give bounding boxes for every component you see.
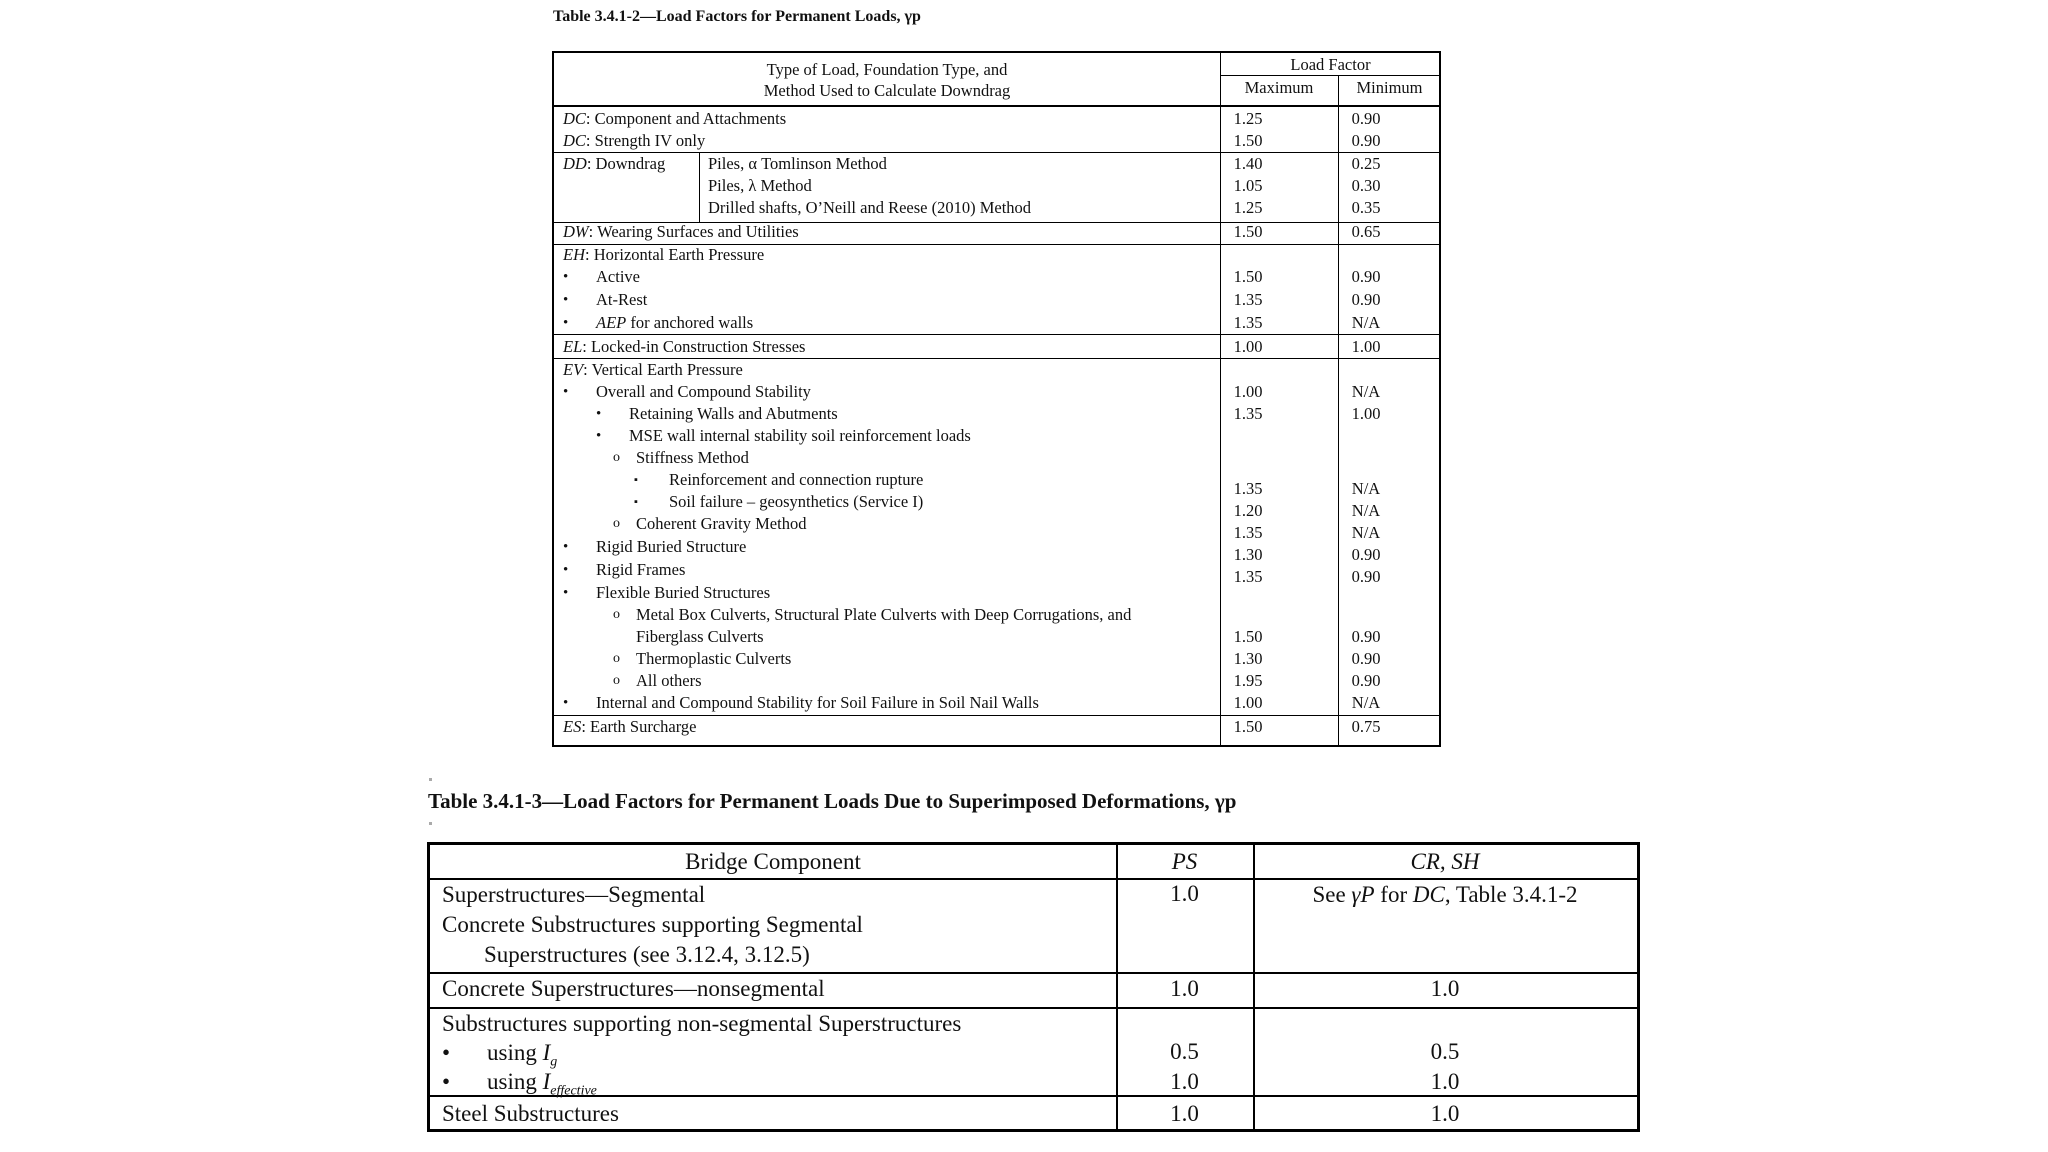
max-value: 1.95 <box>1233 671 1263 690</box>
max-value: 1.50 <box>1233 222 1263 241</box>
header-line: Type of Load, Foundation Type, and <box>766 60 1008 79</box>
min-value: 0.30 <box>1351 176 1381 195</box>
load-label: : Wearing Surfaces and Utilities <box>588 222 799 241</box>
max-value: 1.50 <box>1233 717 1263 736</box>
table1-values <box>554 478 1439 500</box>
table1-row <box>554 197 1439 219</box>
inertia-symbol: I <box>542 1040 551 1065</box>
bullet-icon: • <box>442 1040 451 1065</box>
table1-caption: Table 3.4.1-2—Load Factors for Permanent Loads, γp <box>553 8 921 25</box>
table1 <box>552 51 1441 747</box>
table2-header-ps: PS <box>1171 849 1198 874</box>
load-abbr: DC <box>563 131 586 150</box>
max-value: 1.30 <box>1233 545 1263 564</box>
scan-mark <box>429 778 432 781</box>
bullet-icon: • <box>596 428 602 444</box>
load-label: Reinforcement and connection rupture <box>669 470 924 489</box>
bullet-icon: • <box>563 292 569 308</box>
using-text: using <box>487 1069 543 1094</box>
table1-divider <box>554 334 1439 335</box>
bullet-icon: • <box>442 1069 451 1094</box>
table1-row <box>554 425 1439 447</box>
load-label: Coherent Gravity Method <box>636 514 807 533</box>
min-value: N/A <box>1351 313 1381 332</box>
max-value: 1.25 <box>1233 198 1263 217</box>
table1-row <box>554 153 1439 175</box>
load-abbr: EL <box>563 337 583 356</box>
max-value: 1.00 <box>1233 693 1263 712</box>
min-value: 0.90 <box>1351 567 1381 586</box>
load-label: Flexible Buried Structures <box>596 583 771 602</box>
component-label: Substructures supporting non-segmental Superstructures <box>442 1011 962 1036</box>
load-abbr: DW <box>563 222 589 241</box>
ps-value: 1.0 <box>1170 1069 1199 1094</box>
max-value: 1.35 <box>1233 313 1263 332</box>
table1-row <box>554 692 1439 714</box>
cr-sh-value: 1.0 <box>1430 1069 1460 1094</box>
min-value: 0.90 <box>1351 131 1381 150</box>
cr-sh-text: , Table 3.4.1-2 <box>1444 882 1578 907</box>
inertia-symbol: I <box>542 1069 551 1094</box>
load-label: : Horizontal Earth Pressure <box>585 245 765 264</box>
load-label: Active <box>596 267 640 286</box>
bullet-icon: • <box>563 539 569 555</box>
max-value: 1.35 <box>1233 523 1263 542</box>
max-value: 1.50 <box>1233 627 1263 646</box>
max-value: 1.35 <box>1233 567 1263 586</box>
load-label: Metal Box Culverts, Structural Plate Culverts with Deep Corrugations, and <box>636 605 1132 624</box>
gamma-symbol: γP <box>1351 882 1375 907</box>
load-abbr: EH <box>563 245 585 264</box>
max-value: 1.00 <box>1233 382 1263 401</box>
bullet-icon: • <box>563 384 569 400</box>
table1-header-load-factor: Load Factor <box>1290 55 1371 74</box>
table1-row <box>554 670 1439 692</box>
min-value: 0.90 <box>1351 649 1381 668</box>
table1-header-rule <box>554 105 1439 107</box>
max-value: 1.30 <box>1233 649 1263 668</box>
max-value: 1.50 <box>1233 267 1263 286</box>
downdrag-method: Drilled shafts, O’Neill and Reese (2010) Method <box>708 198 1032 217</box>
load-label: : Component and Attachments <box>585 109 787 128</box>
load-abbr: DD <box>563 154 587 173</box>
min-value: 0.65 <box>1351 222 1381 241</box>
table1-divider <box>1220 75 1439 76</box>
max-value: 1.35 <box>1233 290 1263 309</box>
max-value: 1.25 <box>1233 109 1263 128</box>
load-abbr: EV <box>563 360 584 379</box>
table1-row <box>554 626 1439 648</box>
load-label: Thermoplastic Culverts <box>636 649 792 668</box>
load-abbr: DC <box>563 109 586 128</box>
max-value: 1.35 <box>1233 404 1263 423</box>
min-value: N/A <box>1351 382 1381 401</box>
downdrag-method: Piles, α Tomlinson Method <box>708 154 887 173</box>
square-bullet-icon: ▪ <box>634 474 638 486</box>
table1-row <box>554 447 1439 469</box>
cr-sh-value: 1.0 <box>1430 976 1460 1001</box>
load-abbr: AEP <box>596 313 627 332</box>
load-label: Fiberglass Culverts <box>636 627 764 646</box>
table1-row <box>554 244 1439 266</box>
component-label: Steel Substructures <box>442 1101 619 1126</box>
ps-value: 1.0 <box>1170 881 1199 906</box>
min-value: 0.25 <box>1351 154 1381 173</box>
min-value: 0.75 <box>1351 717 1381 736</box>
max-value: 1.20 <box>1233 501 1263 520</box>
table1-row <box>554 582 1439 604</box>
downdrag-method: Piles, λ Method <box>708 176 812 195</box>
load-label: : Downdrag <box>586 154 666 173</box>
ps-value: 1.0 <box>1170 976 1199 1001</box>
load-label: MSE wall internal stability soil reinforcement loads <box>629 426 971 445</box>
circle-bullet-icon: o <box>613 651 620 666</box>
bullet-icon: • <box>563 585 569 601</box>
table1-header-maximum: Maximum <box>1244 78 1314 97</box>
max-value: 1.05 <box>1233 176 1263 195</box>
table1-row <box>554 289 1439 311</box>
table1-header-minimum: Minimum <box>1356 78 1423 97</box>
table1-row <box>554 108 1439 130</box>
min-value: 0.90 <box>1351 267 1381 286</box>
cr-sh-value: 0.5 <box>1430 1039 1460 1064</box>
table1-row <box>554 266 1439 288</box>
table1-row <box>554 175 1439 197</box>
load-label: : Strength IV only <box>585 131 706 150</box>
load-label: Stiffness Method <box>636 448 749 467</box>
component-label: Concrete Substructures supporting Segmental <box>442 912 863 937</box>
table1-row <box>554 312 1439 334</box>
load-label: : Earth Surcharge <box>581 717 697 736</box>
table1-row <box>554 381 1439 403</box>
bullet-icon: • <box>563 695 569 711</box>
table2 <box>427 842 1640 1132</box>
circle-bullet-icon: o <box>613 516 620 531</box>
component-label: Superstructures—Segmental <box>442 882 706 907</box>
ps-value: 1.0 <box>1170 1101 1199 1126</box>
table1-row <box>554 221 1439 243</box>
table2-header-cr-sh: CR, SH <box>1410 849 1480 874</box>
min-value: 1.00 <box>1351 404 1381 423</box>
cr-sh-value: 1.0 <box>1430 1101 1460 1126</box>
table1-row <box>554 403 1439 425</box>
load-label: At-Rest <box>596 290 648 309</box>
inertia-subscript: g <box>550 1054 558 1070</box>
table1-row <box>554 716 1439 738</box>
load-label: Soil failure – geosynthetics (Service I) <box>669 492 924 511</box>
table2-caption: Table 3.4.1-3—Load Factors for Permanent Loads Due to Superimposed Deformations, γp <box>428 789 1237 813</box>
load-label: Overall and Compound Stability <box>596 382 811 401</box>
min-value: N/A <box>1351 523 1381 542</box>
min-value: 1.00 <box>1351 337 1381 356</box>
inertia-subscript: effective <box>550 1083 597 1099</box>
load-label: Internal and Compound Stability for Soil Failure in Soil Nail Walls <box>596 693 1039 712</box>
circle-bullet-icon: o <box>613 673 620 688</box>
table1-row <box>554 359 1439 381</box>
load-label: : Vertical Earth Pressure <box>583 360 743 379</box>
bullet-icon: • <box>563 562 569 578</box>
cr-sh-text: for <box>1374 882 1413 907</box>
square-bullet-icon: ▪ <box>634 496 638 508</box>
bullet-icon: • <box>563 315 569 331</box>
min-value: N/A <box>1351 479 1381 498</box>
circle-bullet-icon: o <box>613 607 620 622</box>
component-label: Superstructures (see 3.12.4, 3.12.5) <box>484 942 810 967</box>
bullet-icon: • <box>563 269 569 285</box>
max-value: 1.40 <box>1233 154 1263 173</box>
max-value: 1.00 <box>1233 337 1263 356</box>
min-value: 0.35 <box>1351 198 1381 217</box>
cr-sh-text: See <box>1312 882 1352 907</box>
min-value: 0.90 <box>1351 627 1381 646</box>
table1-row <box>554 130 1439 152</box>
min-value: 0.90 <box>1351 545 1381 564</box>
ps-value: 0.5 <box>1170 1039 1199 1064</box>
load-abbr: ES <box>563 717 582 736</box>
load-label: Retaining Walls and Abutments <box>629 404 838 423</box>
table1-header-type <box>554 59 1220 101</box>
header-line: Method Used to Calculate Downdrag <box>763 81 1011 100</box>
using-text: using <box>487 1040 543 1065</box>
load-label: Rigid Buried Structure <box>596 537 747 556</box>
scan-mark <box>429 822 432 825</box>
dc-abbr: DC <box>1412 882 1445 907</box>
table1-row <box>554 336 1439 358</box>
load-label: Rigid Frames <box>596 560 686 579</box>
max-value: 1.35 <box>1233 479 1263 498</box>
min-value: 0.90 <box>1351 290 1381 309</box>
min-value: 0.90 <box>1351 109 1381 128</box>
max-value: 1.50 <box>1233 131 1263 150</box>
table1-row <box>554 604 1439 626</box>
load-label: : Locked-in Construction Stresses <box>582 337 806 356</box>
min-value: N/A <box>1351 693 1381 712</box>
component-label: Concrete Superstructures—nonsegmental <box>442 976 825 1001</box>
min-value: 0.90 <box>1351 671 1381 690</box>
table2-header-component: Bridge Component <box>685 849 861 874</box>
bullet-icon: • <box>596 406 602 422</box>
cr-sh-value <box>1253 880 1637 910</box>
circle-bullet-icon: o <box>613 450 620 465</box>
load-label: All others <box>636 671 702 690</box>
min-value: N/A <box>1351 501 1381 520</box>
load-label: for anchored walls <box>626 313 754 332</box>
table1-row <box>554 648 1439 670</box>
